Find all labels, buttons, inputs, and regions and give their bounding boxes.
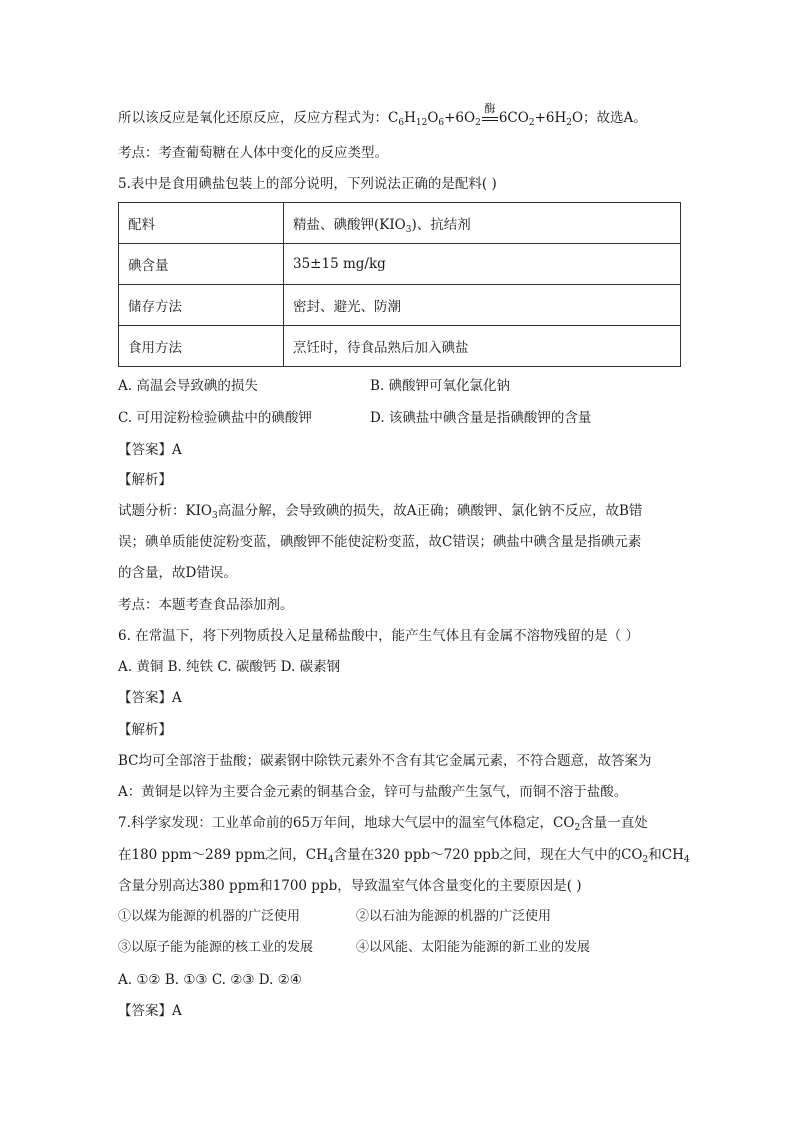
iodized-salt-table xyxy=(118,202,681,367)
q6-analysis-2: A：黄铜是以锌为主要合金元素的铜基合金，锌可与盐酸产生氢气，而铜不溶于盐酸。 xyxy=(118,784,628,800)
q5-option-d: D. 该碘盐中碘含量是指碘酸钾的含量 xyxy=(370,410,592,426)
reaction-line: 所以该反应是氧化还原反应，反应方程式为：$C_6H_{12}O_6+6O_2$ 酶 $6CO_2+6H_2O$；故选A。 xyxy=(118,102,647,128)
table-row: 储存方法 密封、避光、防潮 xyxy=(119,285,681,326)
q5-answer: 【答案】A xyxy=(118,442,182,458)
q6-analysis-label: 【解析】 xyxy=(118,722,172,738)
q5-analysis-2: 误；碘单质能使淀粉变蓝，碘酸钾不能使淀粉变蓝，故C错误；碘盐中碘含量是指碘元素 xyxy=(118,534,642,550)
enzyme-arrow: 酶 xyxy=(481,108,499,128)
q7-item-4: ④以风能、太阳能为能源的新工业的发展 xyxy=(356,940,591,955)
kaodian-1: 考点：考查葡萄糖在人体中变化的反应类型。 xyxy=(118,145,388,161)
q5-option-c: C. 可用淀粉检验碘盐中的碘酸钾 xyxy=(118,410,312,426)
q7-options: A. ①② B. ①③ C. ②③ D. ②④ xyxy=(118,972,302,988)
q6-answer: 【答案】A xyxy=(118,690,182,706)
q7-item-3: ③以原子能为能源的核工业的发展 xyxy=(118,940,314,955)
table-row: 食用方法 烹饪时，待食品熟后加入碘盐 xyxy=(119,326,681,367)
table-row: 碘含量 35±15 mg/kg xyxy=(119,244,681,285)
q5-analysis-1: 试题分析：$KIO_3$高温分解，会导致碘的损失，故A正确；碘酸钾、氯化钠不反应，故B错 xyxy=(118,503,643,521)
q5-option-a: A. 高温会导致碘的损失 xyxy=(118,378,258,394)
q7-stem-2: 在180 ppm～289 ppm之间，$CH_4$含量在320 ppb～720 ppb之间，现在大气中的$CO_2$和$CH_4$ xyxy=(118,847,690,865)
q7-stem-1: 7.科学家发现：工业革命前的65万年间，地球大气层中的温室气体稳定，$CO_2$含量一直处 xyxy=(118,815,648,833)
q5-stem: 5.表中是食用碘盐包装上的部分说明，下列说法正确的是配料( ) xyxy=(118,176,497,192)
q5-option-b: B. 碘酸钾可氧化氯化钠 xyxy=(370,378,511,394)
q5-analysis-label: 【解析】 xyxy=(118,472,172,488)
q7-answer: 【答案】A xyxy=(118,1003,182,1019)
q7-item-2: ②以石油为能源的机器的广泛使用 xyxy=(356,909,552,924)
q5-analysis-3: 的含量，故D错误。 xyxy=(118,565,237,581)
q6-stem: 6. 在常温下，将下列物质投入足量稀盐酸中，能产生气体且有金属不溶物残留的是（ ） xyxy=(118,628,639,644)
q7-stem-3: 含量分别高达380 ppm和1700 ppb，导致温室气体含量变化的主要原因是( ) xyxy=(118,878,582,894)
q6-options: A. 黄铜 B. 纯铁 C. 碳酸钙 D. 碳素钢 xyxy=(118,659,341,675)
table-row: 配料 精盐、碘酸钾$(KIO_3)$、抗结剂 xyxy=(119,203,681,244)
q6-analysis-1: BC均可全部溶于盐酸；碳素钢中除铁元素外不含有其它金属元素，不符合题意，故答案为 xyxy=(118,753,652,769)
q5-kaodian: 考点：本题考查食品添加剂。 xyxy=(118,597,294,613)
q7-item-1: ①以煤为能源的机器的广泛使用 xyxy=(118,909,301,924)
